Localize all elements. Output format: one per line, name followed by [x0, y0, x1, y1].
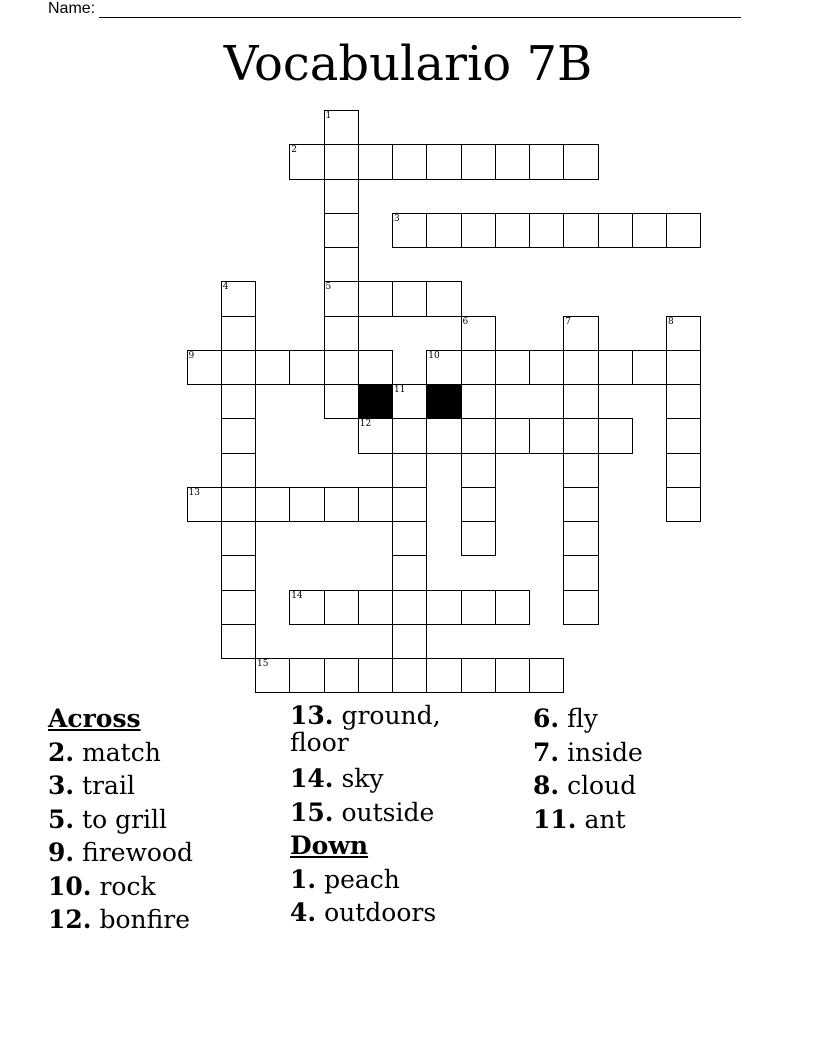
crossword-cell[interactable]	[632, 350, 667, 385]
crossword-cell[interactable]	[324, 487, 359, 522]
crossword-cell[interactable]	[495, 350, 530, 385]
crossword-cell[interactable]	[358, 281, 393, 316]
crossword-cell[interactable]	[289, 658, 324, 693]
crossword-cell[interactable]	[598, 418, 633, 453]
crossword-cell[interactable]	[358, 350, 393, 385]
page-title: Vocabulario 7B	[223, 36, 593, 92]
clue-text: ant	[584, 804, 626, 834]
crossword-cell[interactable]	[324, 179, 359, 214]
crossword-cell[interactable]	[426, 590, 461, 625]
clue-number: 13.	[290, 701, 334, 730]
crossword-cell[interactable]	[461, 213, 496, 248]
clue-across-9	[48, 836, 278, 870]
crossword-cell[interactable]	[529, 658, 564, 693]
clue-across-12	[48, 903, 278, 937]
crossword-cell[interactable]	[461, 384, 496, 419]
clue-number: 3.	[48, 771, 75, 800]
crossword-cell[interactable]	[221, 418, 256, 453]
clue-down-6	[533, 702, 763, 736]
crossword-cell[interactable]	[563, 590, 598, 625]
crossword-cell[interactable]	[324, 350, 359, 385]
cell-number: 15	[257, 659, 269, 669]
crossword-cell[interactable]	[426, 213, 461, 248]
clue-number: 2.	[48, 737, 75, 767]
crossword-cell[interactable]	[392, 521, 427, 556]
crossword-black-cell	[358, 384, 393, 419]
crossword-cell[interactable]	[392, 590, 427, 625]
clue-text: firewood	[82, 838, 193, 867]
crossword-cell[interactable]	[495, 418, 530, 453]
clue-number: 7.	[533, 737, 560, 767]
clue-text: ground, floor	[290, 701, 441, 757]
crossword-cell[interactable]	[392, 384, 427, 419]
clue-number: 12.	[48, 905, 92, 934]
cell-number: 14	[291, 590, 303, 601]
crossword-cell[interactable]	[666, 384, 701, 419]
crossword-cell[interactable]	[187, 350, 222, 385]
cell-number: 12	[359, 419, 372, 430]
clue-down-1	[290, 863, 480, 897]
crossword-cell[interactable]	[221, 281, 256, 316]
crossword-black-cell	[426, 384, 461, 419]
clue-text: bonfire	[99, 905, 191, 934]
cell-number: 5	[325, 282, 332, 293]
crossword-cell[interactable]	[221, 453, 256, 488]
crossword-cell[interactable]	[563, 418, 598, 453]
crossword-cell[interactable]	[324, 384, 359, 419]
crossword-cell[interactable]	[358, 658, 393, 693]
cell-number: 6	[462, 316, 469, 327]
cell-number: 1	[325, 111, 332, 121]
crossword-cell[interactable]	[324, 247, 359, 282]
clue-number: 4.	[290, 898, 317, 927]
clues-column-2	[290, 702, 480, 930]
clue-text: outdoors	[324, 898, 437, 927]
crossword-cell[interactable]	[426, 418, 461, 453]
crossword-cell[interactable]	[221, 521, 256, 556]
clue-text: trail	[82, 771, 135, 800]
crossword-cell[interactable]	[461, 658, 496, 693]
crossword-cell[interactable]	[495, 658, 530, 693]
crossword-cell[interactable]	[221, 316, 256, 351]
clue-text: sky	[341, 764, 384, 793]
cell-number: 13	[188, 487, 200, 498]
clue-across-5	[48, 803, 278, 837]
crossword-cell[interactable]	[461, 316, 496, 351]
crossword-cell[interactable]	[461, 521, 496, 556]
crossword-cell[interactable]	[255, 487, 290, 522]
crossword-cell[interactable]	[461, 350, 496, 385]
crossword-cell[interactable]	[392, 453, 427, 488]
crossword-cell[interactable]	[461, 144, 496, 179]
clue-text: rock	[99, 871, 156, 901]
clue-number: 9.	[48, 838, 75, 867]
clue-across-13	[290, 702, 480, 756]
crossword-cell[interactable]	[529, 213, 564, 248]
crossword-cell[interactable]	[392, 624, 427, 659]
crossword-cell[interactable]	[221, 384, 256, 419]
crossword-cell[interactable]	[426, 281, 461, 316]
crossword-cell[interactable]	[324, 281, 359, 316]
name-label: Name:	[48, 0, 96, 17]
crossword-cell[interactable]	[221, 350, 256, 385]
crossword-cell[interactable]	[461, 453, 496, 488]
clue-number: 14.	[290, 764, 334, 793]
crossword-cell[interactable]	[495, 144, 530, 179]
crossword-cell[interactable]	[529, 350, 564, 385]
clue-number: 10.	[48, 871, 92, 901]
clue-text: inside	[567, 737, 643, 767]
crossword-cell[interactable]	[255, 350, 290, 385]
crossword-cell[interactable]	[598, 213, 633, 248]
crossword-cell[interactable]	[221, 487, 256, 522]
crossword-cell[interactable]	[187, 487, 222, 522]
cell-number: 4	[222, 282, 229, 293]
clue-number: 1.	[290, 864, 317, 894]
clue-text: outside	[341, 797, 435, 827]
crossword-cell[interactable]	[392, 144, 427, 179]
crossword-cell[interactable]	[221, 624, 256, 659]
clue-number: 8.	[533, 771, 560, 800]
clue-number: 5.	[48, 804, 75, 834]
crossword-cell[interactable]	[495, 213, 530, 248]
clue-text: peach	[324, 864, 400, 894]
crossword-cell[interactable]	[221, 590, 256, 625]
cell-number: 2	[291, 145, 297, 156]
crossword-cell[interactable]	[324, 658, 359, 693]
cell-number: 11	[394, 385, 406, 395]
cell-number: 10	[428, 350, 440, 361]
clues-column-1	[48, 702, 278, 937]
crossword-cell[interactable]	[461, 590, 496, 625]
clue-down-4	[290, 896, 480, 930]
name-field-row	[48, 0, 741, 18]
crossword-cell[interactable]	[289, 144, 324, 179]
crossword-cell[interactable]	[392, 487, 427, 522]
crossword-cell[interactable]	[324, 316, 359, 351]
crossword-cell[interactable]	[666, 213, 701, 248]
crossword-cell[interactable]	[563, 453, 598, 488]
clues-column-3	[533, 702, 763, 836]
clue-down-8	[533, 769, 763, 803]
crossword-cell[interactable]	[289, 487, 324, 522]
crossword-cell[interactable]	[563, 144, 598, 179]
crossword-cell[interactable]	[392, 213, 427, 248]
crossword-cell[interactable]	[666, 487, 701, 522]
crossword-cell[interactable]	[666, 453, 701, 488]
crossword-cell[interactable]	[495, 590, 530, 625]
clue-down-7	[533, 736, 763, 770]
crossword-cell[interactable]	[666, 350, 701, 385]
crossword-cell[interactable]	[563, 521, 598, 556]
clue-across-10	[48, 870, 278, 904]
crossword-cell[interactable]	[358, 590, 393, 625]
crossword-cell[interactable]	[289, 350, 324, 385]
crossword-cell[interactable]	[563, 213, 598, 248]
crossword-cell[interactable]	[324, 110, 359, 145]
crossword-cell[interactable]	[289, 590, 324, 625]
clue-across-3	[48, 769, 278, 803]
crossword-cell[interactable]	[563, 384, 598, 419]
crossword-cell[interactable]	[426, 658, 461, 693]
cell-number: 8	[668, 316, 674, 327]
clue-text: match	[82, 737, 161, 767]
crossword-cell[interactable]	[324, 144, 359, 179]
crossword-cell[interactable]	[324, 213, 359, 248]
crossword-cell[interactable]	[392, 555, 427, 590]
crossword-cell[interactable]	[392, 281, 427, 316]
crossword-cell[interactable]	[392, 418, 427, 453]
clue-text: cloud	[567, 771, 637, 800]
clue-across-2	[48, 736, 278, 770]
clue-number: 6.	[533, 704, 560, 733]
crossword-cell[interactable]	[666, 316, 701, 351]
crossword-cell[interactable]	[255, 658, 290, 693]
name-blank-line[interactable]	[99, 2, 741, 18]
crossword-cell[interactable]	[632, 213, 667, 248]
crossword-cell[interactable]	[563, 555, 598, 590]
crossword-cell[interactable]	[426, 144, 461, 179]
crossword-cell[interactable]	[563, 487, 598, 522]
clue-number: 15.	[290, 797, 334, 827]
crossword-cell[interactable]	[563, 316, 598, 351]
cell-number: 9	[188, 350, 195, 361]
crossword-cell[interactable]	[358, 487, 393, 522]
crossword-cell[interactable]	[324, 590, 359, 625]
crossword-cell[interactable]	[529, 144, 564, 179]
crossword-cell[interactable]	[563, 350, 598, 385]
crossword-cell[interactable]	[358, 144, 393, 179]
clue-down-11	[533, 803, 763, 837]
clue-across-14	[290, 762, 480, 796]
crossword-cell[interactable]	[529, 418, 564, 453]
crossword-cell[interactable]	[598, 350, 633, 385]
down-heading: Down	[290, 831, 369, 860]
crossword-cell[interactable]	[426, 350, 461, 385]
clue-across-15	[290, 796, 480, 830]
cell-number: 3	[394, 213, 400, 224]
clue-number: 11.	[533, 804, 577, 834]
cell-number: 7	[565, 316, 571, 327]
clue-text: fly	[567, 704, 598, 733]
crossword-cell[interactable]	[221, 555, 256, 590]
crossword-cell[interactable]	[461, 418, 496, 453]
across-heading: Across	[48, 704, 141, 733]
crossword-cell[interactable]	[666, 418, 701, 453]
crossword-cell[interactable]	[358, 418, 393, 453]
clue-text: to grill	[82, 804, 168, 834]
crossword-cell[interactable]	[461, 487, 496, 522]
crossword-cell[interactable]	[392, 658, 427, 693]
